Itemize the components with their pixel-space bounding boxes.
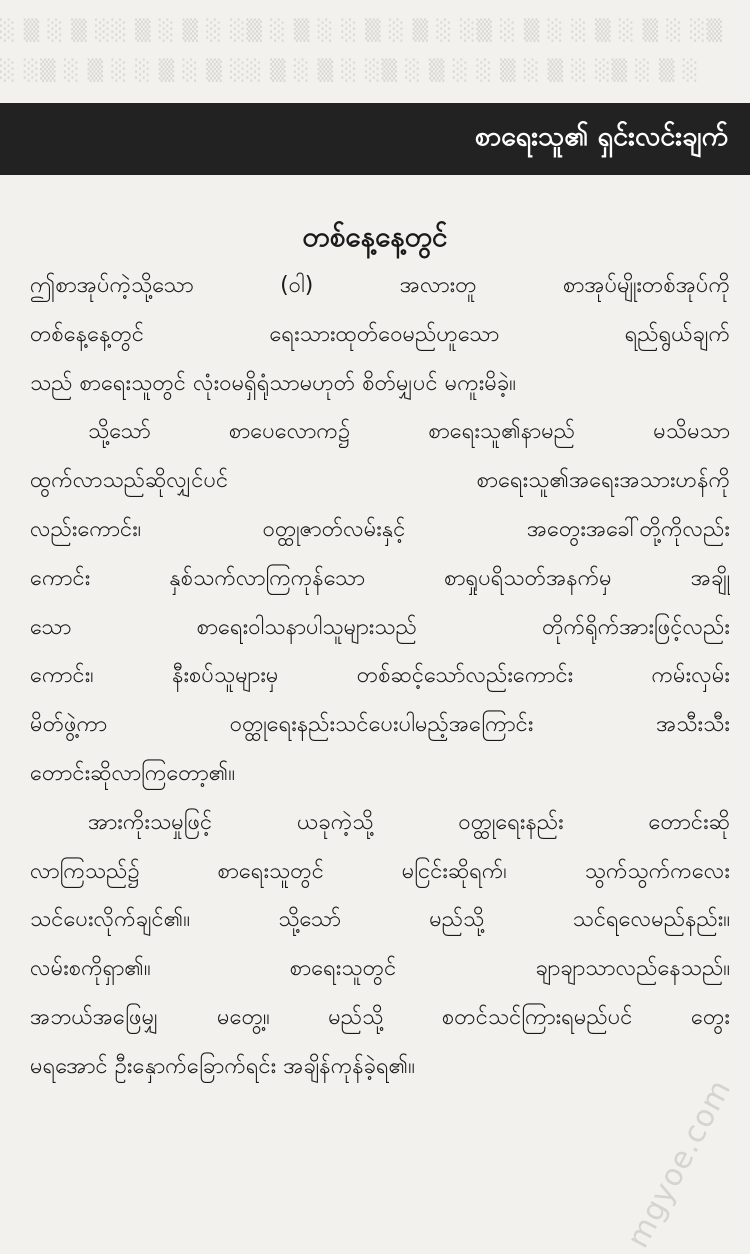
text-line: အဘယ်အဖြေမျှ မတွေ့။ မည်သို့ စတင်သင်ကြားရမည်ပင် တွေး (30, 1004, 730, 1030)
text-line: လာကြသည်၌ စာရေးသူတွင် မငြင်းဆိုရက်၊ သွက်သွက်ကလေး (30, 858, 730, 884)
text-line: တစ်နေ့နေ့တွင် ရေးသားထုတ်ဝေမည်ဟူသော ရည်ရွယ်ချက် (30, 321, 730, 347)
bleed-through-text: ░ ░▒ ░ ▒ ░ ░ ▒ ░ ▒ ░░ ▒ ░ ▒ ░ ░▒ ░ ▒ ░ ░ ▒ ░ ▒ ░ ░▒ ░ ▒ ░ (0, 58, 700, 82)
banner-title: စာရေးသူ၏ ရှင်းလင်းချက် (474, 121, 728, 152)
text-line: ကောင်း နှစ်သက်လာကြကုန်သော စာရှုပရိသတ်အနက်မှ အချို့ (30, 565, 730, 591)
text-line: သို့သော် စာပေလောက၌ စာရေးသူ၏နာမည် မသိမသာ (88, 419, 730, 445)
text-line: မရအောင် ဦးနှောက်ခြောက်ရင်း အချိန်ကုန်ခဲ့ရ၏။ (30, 1053, 415, 1079)
text-line: သင်ပေးလိုက်ချင်၏။ သို့သော် မည်သို့ သင်ရလေမည်နည်း။ (30, 907, 730, 933)
text-line: သော စာရေးဝါသနာပါသူများသည် တိုက်ရိုက်အားဖြင့်လည်း (30, 614, 730, 640)
text-line: ထွက်လာသည်ဆိုလျှင်ပင် စာရေးသူ၏အရေးအသားဟန်ကို (30, 468, 730, 494)
text-line: ကောင်း၊ နီးစပ်သူများမှ တစ်ဆင့်သော်လည်းကောင်း ကမ်းလှမ်း (30, 663, 730, 689)
text-line: လမ်းစကိုရှာ၏။ စာရေးသူတွင် ချာချာသာလည်နေသည်။ (30, 956, 730, 982)
chapter-banner (0, 103, 750, 175)
text-line: တောင်းဆိုလာကြတော့၏။ (30, 760, 236, 786)
text-line: လည်းကောင်း၊ ဝတ္ထုဇာတ်လမ်းနှင့် အတွေးအခေါ်တို့ကိုလည်း (30, 516, 730, 542)
text-line: သည် စာရေးသူတွင် လုံးဝမရှိရုံသာမဟုတ် စိတ်မျှပင် မကူးမိခဲ့။ (30, 370, 516, 396)
text-line: အားကိုးသမှုဖြင့် ယခုကဲ့သို့ ဝတ္ထုရေးနည်း တောင်းဆို (88, 809, 730, 835)
bleed-through-text: ░ ▒ ░ ▒ ░░ ▒ ░ ▒ ░ ░▒ ░ ▒ ░ ░ ▒ ░ ▒ ░ ░▒ ░ ▒ ░ ░ ▒ ░ ▒ ░ ░▒ (0, 18, 723, 42)
text-line: မိတ်ဖွဲ့ကာ ဝတ္ထုရေးနည်းသင်ပေးပါမည့်အကြောင်း အသီးသီး (30, 712, 730, 738)
text-line: ဤစာအုပ်ကဲ့သို့သော (ဝါ) အလားတူ စာအုပ်မျိုးတစ်အုပ်ကို (30, 273, 730, 298)
body-text (30, 262, 730, 1092)
watermark: mgyoe.com (620, 1073, 738, 1254)
section-heading: တစ်နေ့နေ့တွင် (302, 220, 448, 253)
